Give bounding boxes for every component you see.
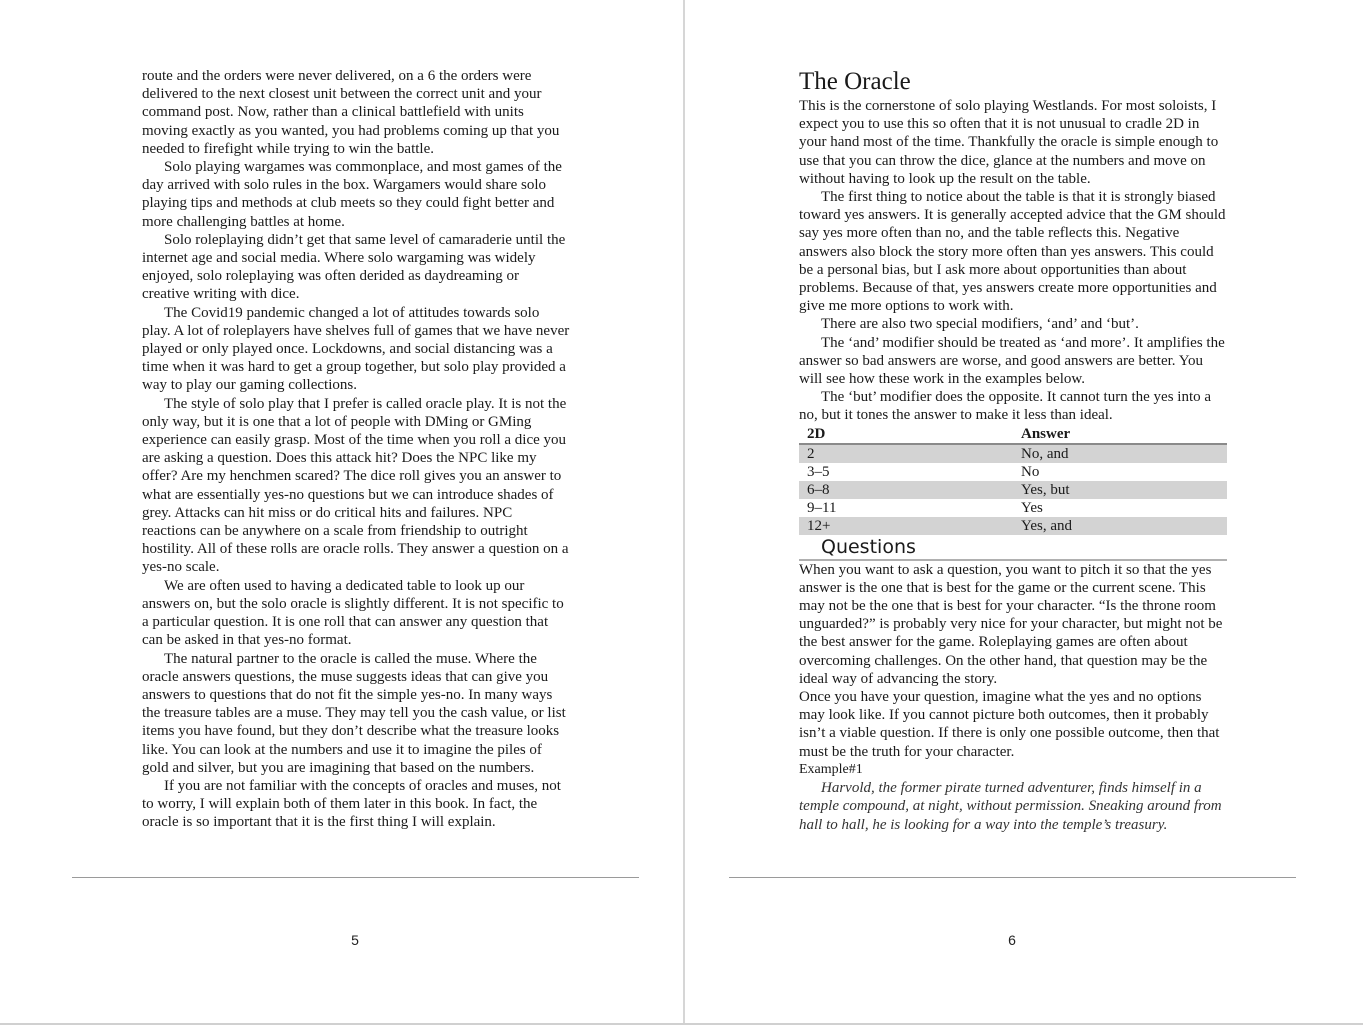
body-paragraph: This is the cornerstone of solo playing Westlands. For most soloists, I expect you to use this so often that it is not unusual to cradle 2D in your hand most of the time. Thankfully the oracle is simple enough to use that you can throw the dice, glance at the numbers and move on without having to look up the result on the table. xyxy=(799,98,1219,187)
table-row xyxy=(799,481,1227,499)
table-row xyxy=(799,517,1227,535)
oracle-table xyxy=(799,425,1227,535)
example-label: Example#1 xyxy=(799,761,863,777)
column-header-roll: 2D xyxy=(799,425,1013,444)
answer-cell: Yes, but xyxy=(1013,481,1227,499)
answer-cell: Yes, and xyxy=(1013,517,1227,535)
body-paragraph: The first thing to notice about the table is that it is strongly biased toward yes answers. It is generally accepted advice that the GM should say yes more often than no, and the table reflects this. Negative answers also block the story more often than yes answers. This could be a personal bias, but I ask more about opportunities than about problems. Because of that, yes answers create more opportunities and give me more options to work with. xyxy=(799,189,1226,315)
body-paragraph: The style of solo play that I prefer is called oracle play. It is not the only way, but it is one that a lot of people with DMing or GMing experience can easily grasp. Most of the time when you roll a dice you are asking a question. Does this attack hit? Does the NPC like my offer? Are my henchmen scared? The dice roll gives you an answer to what are essentially yes-no questions but we can introduce shades of grey. Attacks can hit miss or do critical hits and failures. NPC reactions can be anywhere on a scale from friendship to outright hostility. All of these rolls are oracle rolls. They answer a question on a yes-no scale. xyxy=(142,395,569,576)
body-paragraph: The ‘but’ modifier does the opposite. It cannot turn the yes into a no, but it tones the answer to make it less than ideal. xyxy=(799,389,1212,424)
body-paragraph: The ‘and’ modifier should be treated as ‘and more’. It amplifies the answer so bad answers are worse, and good answers are better. You will see how these work in the examples below. xyxy=(799,334,1225,388)
column-header-answer: Answer xyxy=(1013,425,1227,444)
page-number: 5 xyxy=(351,932,359,948)
body-paragraph: Once you have your question, imagine what the yes and no options may look like. If you cannot picture both outcomes, then it probably isn’t a viable question. If there is only one possible outcome, then that must be the truth for your character. xyxy=(799,689,1220,760)
roll-cell: 3–5 xyxy=(807,463,830,480)
roll-cell: 2 xyxy=(799,444,1013,463)
chapter-title: The Oracle xyxy=(799,68,911,95)
example-text: Harvold, the former pirate turned adventurer, finds himself in a temple compound, at night, without permission. Sneaking around from hall to hall, he is looking for a way into the temple’s treasury. xyxy=(799,780,1222,833)
roll-cell: 12+ xyxy=(799,517,1013,535)
table-row xyxy=(799,499,1227,517)
footer-divider xyxy=(729,877,1296,878)
body-paragraph: The Covid19 pandemic changed a lot of attitudes towards solo play. A lot of roleplayers have shelves full of games that we have never played or only played once. Lockdowns, and social distancing was a time when it was hard to get a group together, but solo play provided a way to play our gaming collections. xyxy=(142,304,570,394)
body-paragraph: Solo playing wargames was commonplace, and most games of the day arrived with solo rules in the box. Wargamers would share solo playing tips and methods at club meets so they could fight better and more challenging battles at home. xyxy=(142,159,562,230)
body-paragraph: If you are not familiar with the concepts of oracles and muses, not to worry, I will explain both of them later in this book. In fact, the oracle is so important that it is the first thing I will explain. xyxy=(142,777,561,831)
table-header-row xyxy=(799,425,1227,444)
body-paragraph: When you want to ask a question, you want to pitch it so that the yes answer is the one that is best for the game or the current scene. This may not be the one that is best for your character. “Is the throne room unguarded?” is probably very nice for your character, but might not be the best answer for the game. Roleplaying games are often about overcoming challenges. On the other hand, that question may be the ideal way of advancing the story. xyxy=(799,561,1223,687)
page-number: 6 xyxy=(1008,932,1016,948)
table-row xyxy=(799,444,1227,463)
body-paragraph: Solo roleplaying didn’t get that same level of camaraderie until the internet age and social media. Where solo wargaming was widely enjoyed, solo roleplaying was often derided as daydreaming or creative writing with dice. xyxy=(142,231,566,303)
body-paragraph: The natural partner to the oracle is called the muse. Where the oracle answers questions, the muse suggests ideas that can give you answers to questions that do not fit the simple yes-no. In many ways the treasure tables are a muse. They may tell you the cash value, or list items you have found, but they don’t describe what the treasure looks like. You can look at the numbers and use it to imagine the piles of gold and silver, but you are imagining that based on the numbers. xyxy=(142,650,566,776)
roll-cell: 9–11 xyxy=(807,499,837,516)
answer-cell: Yes xyxy=(1021,499,1043,516)
right-page-body xyxy=(799,67,1227,834)
left-page-body xyxy=(142,67,570,832)
right-page xyxy=(685,0,1363,1025)
body-paragraph: There are also two special modifiers, ‘and’ and ‘but’. xyxy=(821,316,1139,333)
table-row xyxy=(799,463,1227,481)
roll-cell: 6–8 xyxy=(799,481,1013,499)
answer-cell: No, and xyxy=(1013,444,1227,463)
answer-cell: No xyxy=(1021,463,1040,480)
body-paragraph: route and the orders were never delivered, on a 6 the orders were delivered to the next closest unit between the correct unit and your command post. Now, rather than a clinical battlefield with units moving exactly as you wanted, you had problems coming up that you needed to firefight while trying to win the battle. xyxy=(142,68,560,157)
body-paragraph: We are often used to having a dedicated table to look up our answers on, but the solo oracle is slightly different. It is not specific to a particular question. It is one roll that can answer any question that can be asked in that yes-no format. xyxy=(142,577,564,649)
footer-divider xyxy=(72,877,639,878)
section-heading: Questions xyxy=(799,535,1227,561)
